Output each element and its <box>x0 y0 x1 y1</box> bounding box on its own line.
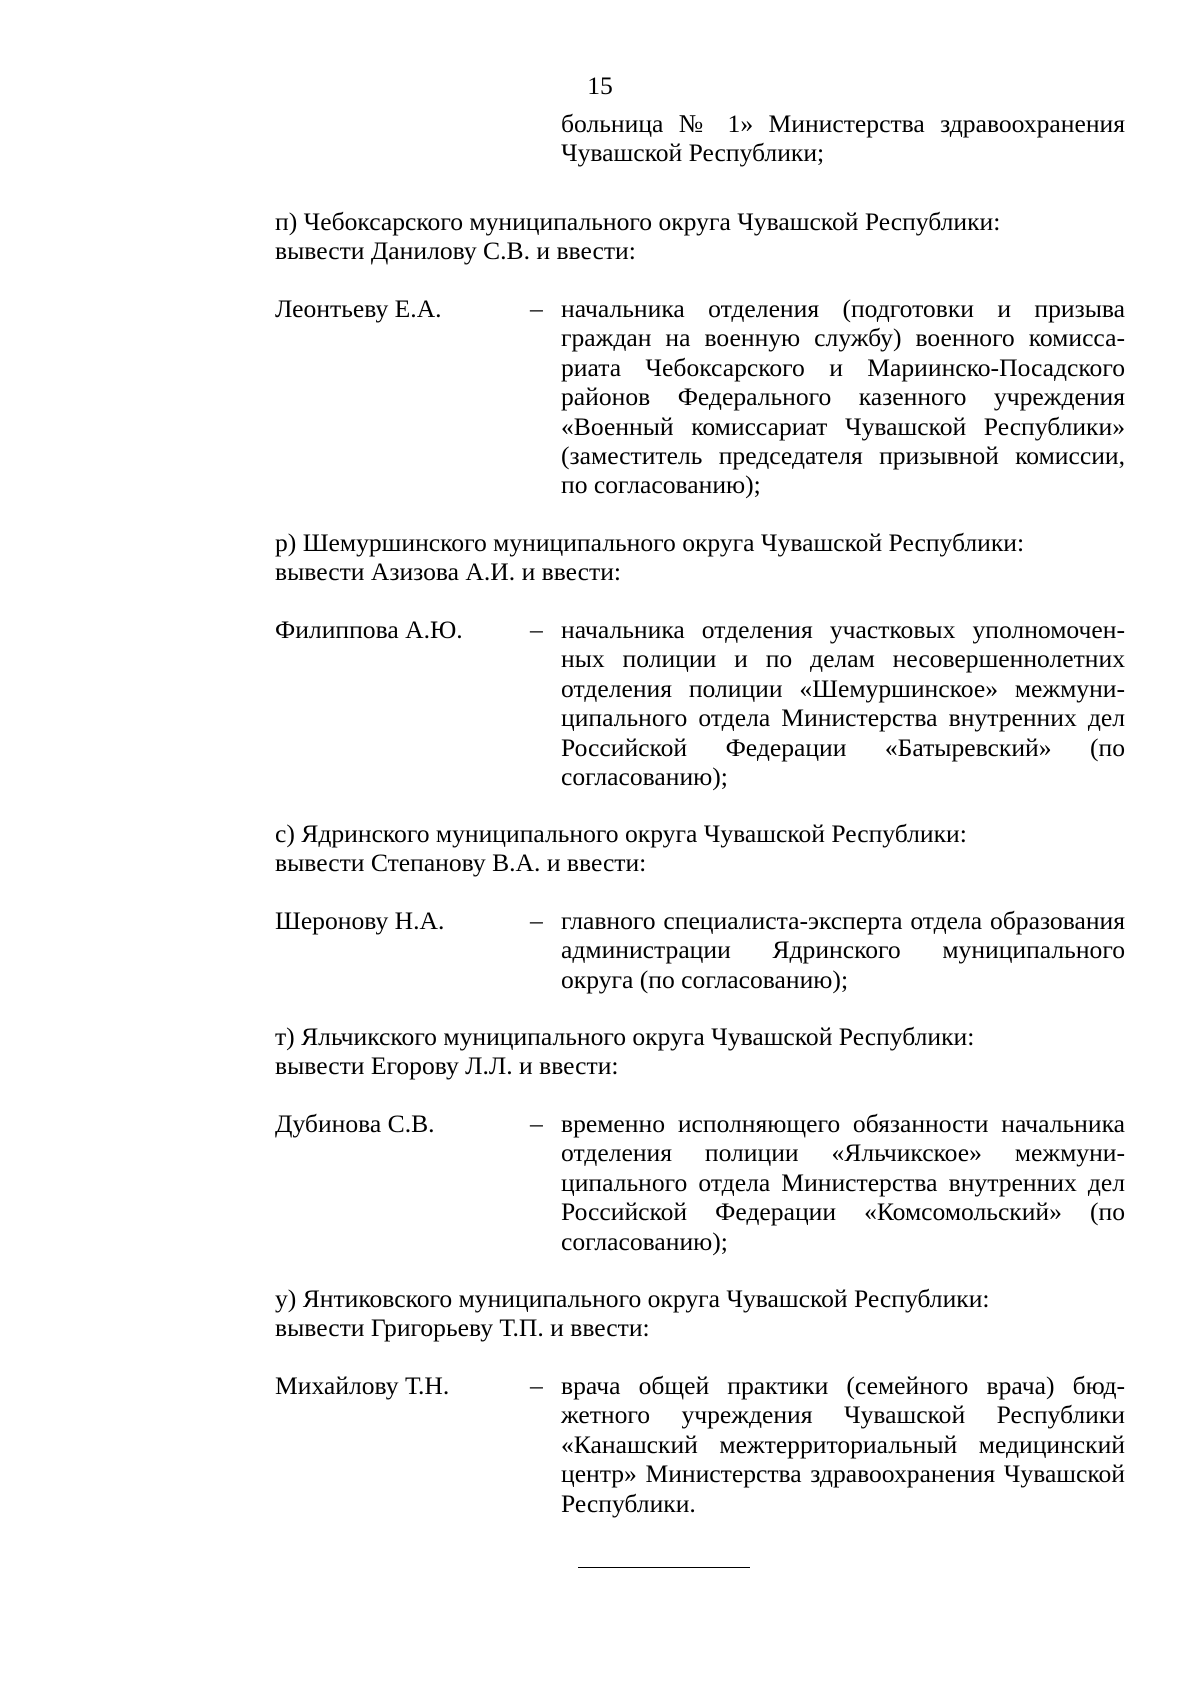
section-title: у) Янтиковского муниципального округа Чувашской Республики: <box>275 1284 990 1313</box>
member-description: начальника отделения (подготовки и призыва граждан на военную службу) военного комиссариата Чебоксарского и Мариинско-Посадского районов Федерального казенного учреждения «Военный комиссариат Чувашской Республики» (заместитель председателя призывной комиссии, по согласованию); <box>561 294 1125 500</box>
dash-separator: – <box>530 906 543 935</box>
section-heading-r <box>275 528 1125 587</box>
end-of-document-rule <box>578 1567 750 1568</box>
dash-separator: – <box>530 1371 543 1400</box>
section-title: р) Шемуршинского муниципального округа Чувашской Республики: <box>275 528 1025 557</box>
dash-separator: – <box>530 1109 543 1138</box>
member-description: главного специалиста-эксперта отдела образования администрации Ядринского муниципального округа (по согласованию); <box>561 906 1125 994</box>
member-description: начальника отделения участковых уполномоченных полиции и по делам несовершеннолетних отделения полиции «Шемуршинское» межмуниципального отдела Министерства внутренних дел Российской Федерации «Батыревский» (по согласованию); <box>561 615 1125 792</box>
section-instruction: вывести Данилову С.В. и ввести: <box>275 236 636 266</box>
section-title: с) Ядринского муниципального округа Чувашской Республики: <box>275 819 967 848</box>
section-instruction: вывести Азизова А.И. и ввести: <box>275 557 622 587</box>
member-name: Шеронову Н.А. <box>275 906 445 935</box>
page-number: 15 <box>587 71 613 100</box>
member-name: Филиппова А.Ю. <box>275 615 463 644</box>
section-heading-s <box>275 819 1125 878</box>
section-heading-p <box>275 207 1125 266</box>
section-title: п) Чебоксарского муниципального округа Чувашской Республики: <box>275 207 1001 236</box>
member-name: Дубинова С.В. <box>275 1109 435 1138</box>
member-name: Михайлову Т.Н. <box>275 1371 450 1400</box>
member-description: временно исполняющего обязанности начальника отделения полиции «Яльчикское» межмуниципального отдела Министерства внутренних дел Российской Федерации «Комсомольский» (по согласованию); <box>561 1109 1125 1256</box>
section-instruction: вывести Егорову Л.Л. и ввести: <box>275 1051 619 1081</box>
member-description: врача общей практики (семейного врача) бюджетного учреждения Чувашской Республики «Канашский межтерриториальный медицинский центр» Министерства здравоохранения Чувашской Республики. <box>561 1371 1125 1518</box>
section-heading-t <box>275 1022 1125 1081</box>
section-instruction: вывести Степанову В.А. и ввести: <box>275 848 647 878</box>
member-name: Леонтьеву Е.А. <box>275 294 442 323</box>
section-instruction: вывести Григорьеву Т.П. и ввести: <box>275 1313 650 1343</box>
dash-separator: – <box>530 294 543 323</box>
section-heading-u <box>275 1284 1125 1343</box>
continuation-paragraph: больница № 1» Министерства здравоохранения Чувашской Республики; <box>561 109 1125 168</box>
dash-separator: – <box>530 615 543 644</box>
section-title: т) Яльчикского муниципального округа Чувашской Республики: <box>275 1022 975 1051</box>
